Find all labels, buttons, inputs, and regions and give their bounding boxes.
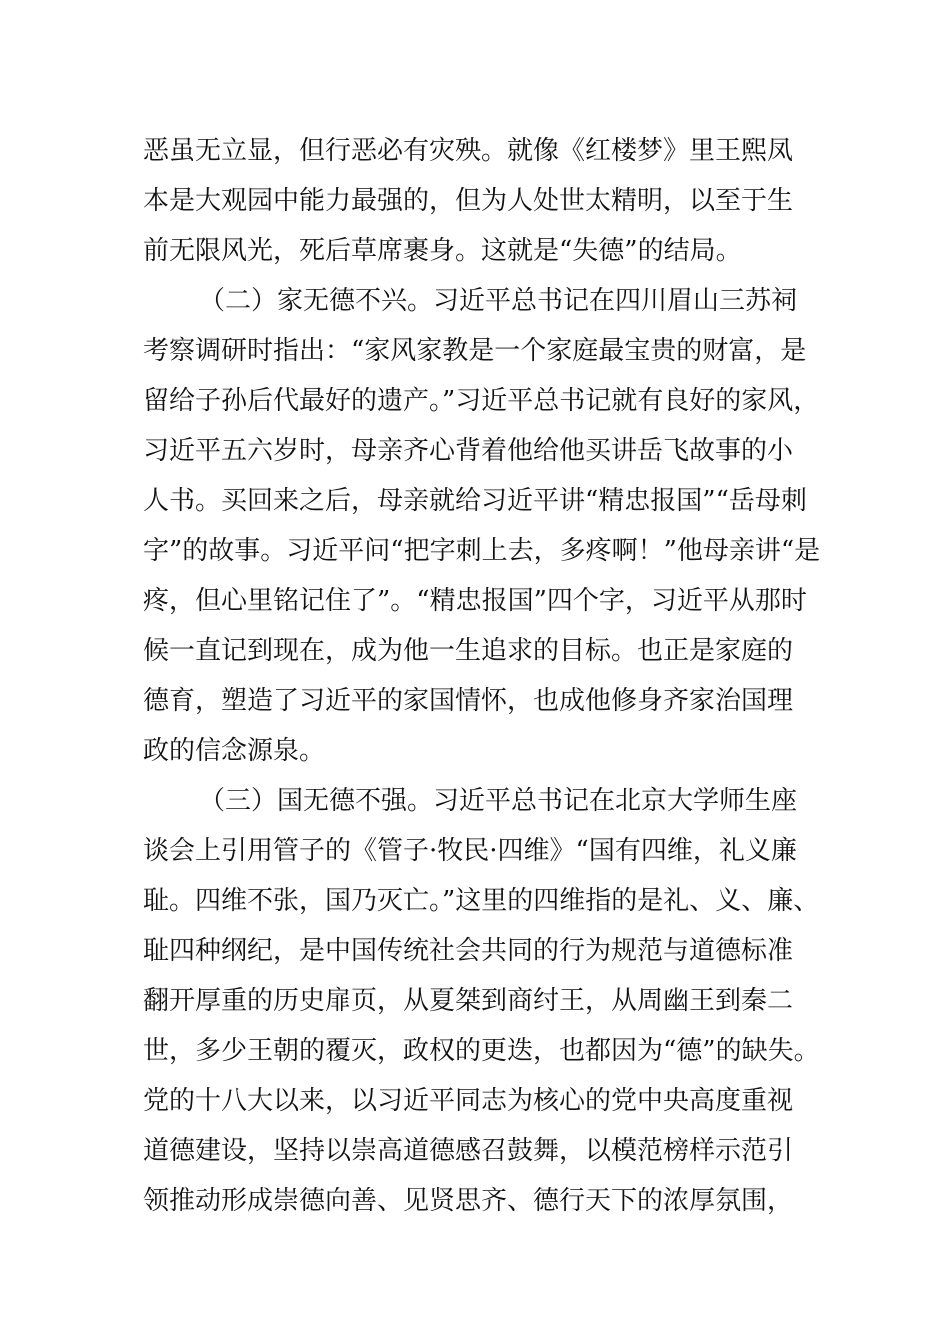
section-heading-line: （三）国无德不强。习近平总书记在北京大学师生座 (199, 786, 798, 816)
text-line: 翻开厚重的历史扉页，从夏桀到商纣王，从周幽王到秦二 (143, 986, 794, 1016)
text-line: 耻四种纲纪，是中国传统社会共同的行为规范与道德标准 (143, 936, 794, 966)
body-text (143, 126, 833, 1226)
text-line: 党的十八大以来，以习近平同志为核心的党中央高度重视 (143, 1086, 794, 1116)
text-line: 谈会上引用管子的《管子·牧民·四维》“国有四维，礼义廉 (143, 836, 797, 866)
text-line: 字”的故事。习近平问“把字刺上去，多疼啊！”他母亲讲“是 (143, 536, 821, 566)
text-line: 世，多少王朝的覆灭，政权的更迭，也都因为“德”的缺失。 (143, 1036, 820, 1066)
text-line: 人书。买回来之后，母亲就给习近平讲“精忠报国”“岳母刺 (143, 486, 807, 516)
text-line: 道德建设，坚持以崇高道德感召鼓舞，以模范榜样示范引 (143, 1136, 794, 1166)
text-line: 候一直记到现在，成为他一生追求的目标。也正是家庭的 (143, 636, 794, 666)
text-line: 耻。四维不张，国乃灭亡。”这里的四维指的是礼、义、廉、 (143, 886, 820, 916)
section-heading-line: （二）家无德不兴。习近平总书记在四川眉山三苏祠 (199, 286, 798, 316)
text-line: 疼，但心里铭记住了”。“精忠报国”四个字，习近平从那时 (143, 586, 807, 616)
text-line: 习近平五六岁时，母亲齐心背着他给他买讲岳飞故事的小 (143, 436, 794, 466)
text-line: 前无限风光，死后草席裹身。这就是“失德”的结局。 (143, 236, 742, 266)
text-line: 考察调研时指出：“家风家教是一个家庭最宝贵的财富，是 (143, 336, 807, 366)
text-line: 德育，塑造了习近平的家国情怀，也成他修身齐家治国理 (143, 686, 794, 716)
text-line: 本是大观园中能力最强的，但为人处世太精明，以至于生 (143, 186, 794, 216)
text-line: 政的信念源泉。 (143, 736, 326, 766)
text-line: 领推动形成崇德向善、见贤思齐、德行天下的浓厚氛围， (143, 1186, 794, 1216)
text-line: 留给子孙后代最好的遗产。”习近平总书记就有良好的家风， (143, 386, 820, 416)
text-line: 恶虽无立显，但行恶必有灾殃。就像《红楼梦》里王熙凤 (143, 136, 794, 166)
